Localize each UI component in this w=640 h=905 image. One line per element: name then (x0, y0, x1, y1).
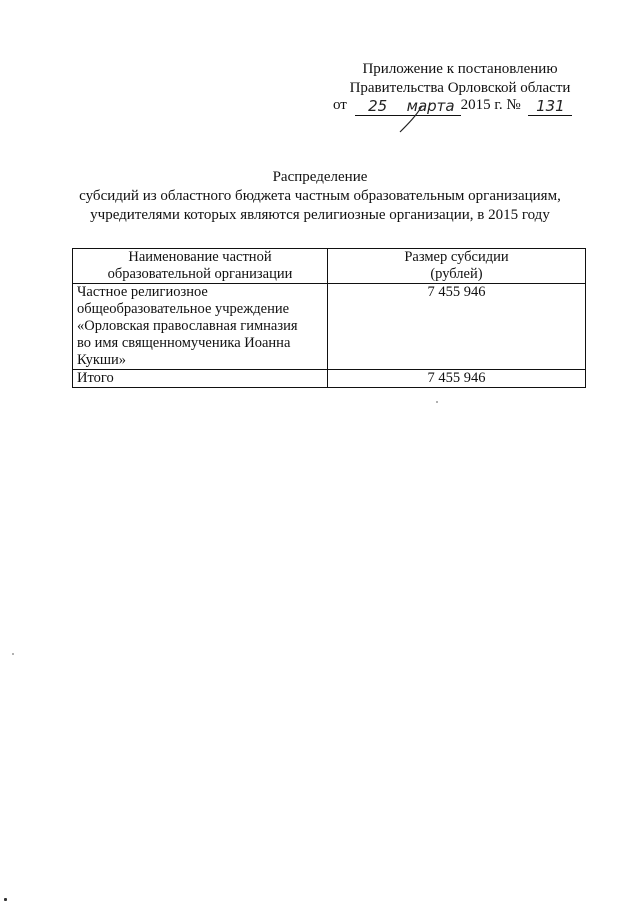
title-line-1: Распределение (272, 169, 368, 185)
organization-name-line: общеобразовательное учреждение (77, 301, 290, 317)
year-text: 2015 г. № (460, 97, 521, 113)
resolution-date-line (333, 97, 572, 114)
header-amount-line: Размер субсидии (404, 249, 509, 265)
title-line-2: субсидий из областного бюджета частным образовательным организациям, (79, 188, 561, 204)
appendix-line-1: Приложение к постановлению (362, 61, 558, 77)
organization-name-line: во имя священномученика Иоанна (77, 335, 291, 351)
header-amount-cell (327, 249, 585, 284)
handwritten-month: марта (406, 97, 455, 115)
header-name-cell (73, 249, 328, 284)
document-title (0, 168, 640, 225)
date-prefix: от (333, 97, 347, 113)
subsidy-amount-cell: 7 455 946 (327, 284, 585, 370)
header-amount-line: (рублей) (430, 266, 483, 282)
scan-speck (4, 898, 7, 901)
total-label-cell: Итого (73, 370, 328, 388)
organization-name-cell (73, 284, 328, 370)
handwritten-number: 131 (536, 97, 565, 115)
appendix-header (330, 60, 590, 98)
appendix-line-2: Правительства Орловской области (349, 80, 571, 96)
table-total-row (73, 370, 586, 388)
title-line-3: учредителями которых являются религиозные организации, в 2015 году (90, 207, 550, 223)
subsidy-table (72, 248, 586, 388)
table-row (73, 284, 586, 370)
total-amount-cell: 7 455 946 (327, 370, 585, 388)
scan-speck (436, 401, 438, 403)
number-field (528, 99, 572, 116)
header-name-line: образовательной организации (107, 266, 293, 282)
scan-speck (12, 653, 14, 655)
header-name-line: Наименование частной (128, 249, 272, 265)
pen-stroke-icon (392, 104, 432, 134)
handwritten-day: 25 (368, 97, 388, 115)
table-header-row (73, 249, 586, 284)
organization-name-line: «Орловская православная гимназия (77, 318, 298, 334)
organization-name-line: Кукши» (77, 352, 127, 368)
organization-name-line: Частное религиозное (77, 284, 208, 300)
